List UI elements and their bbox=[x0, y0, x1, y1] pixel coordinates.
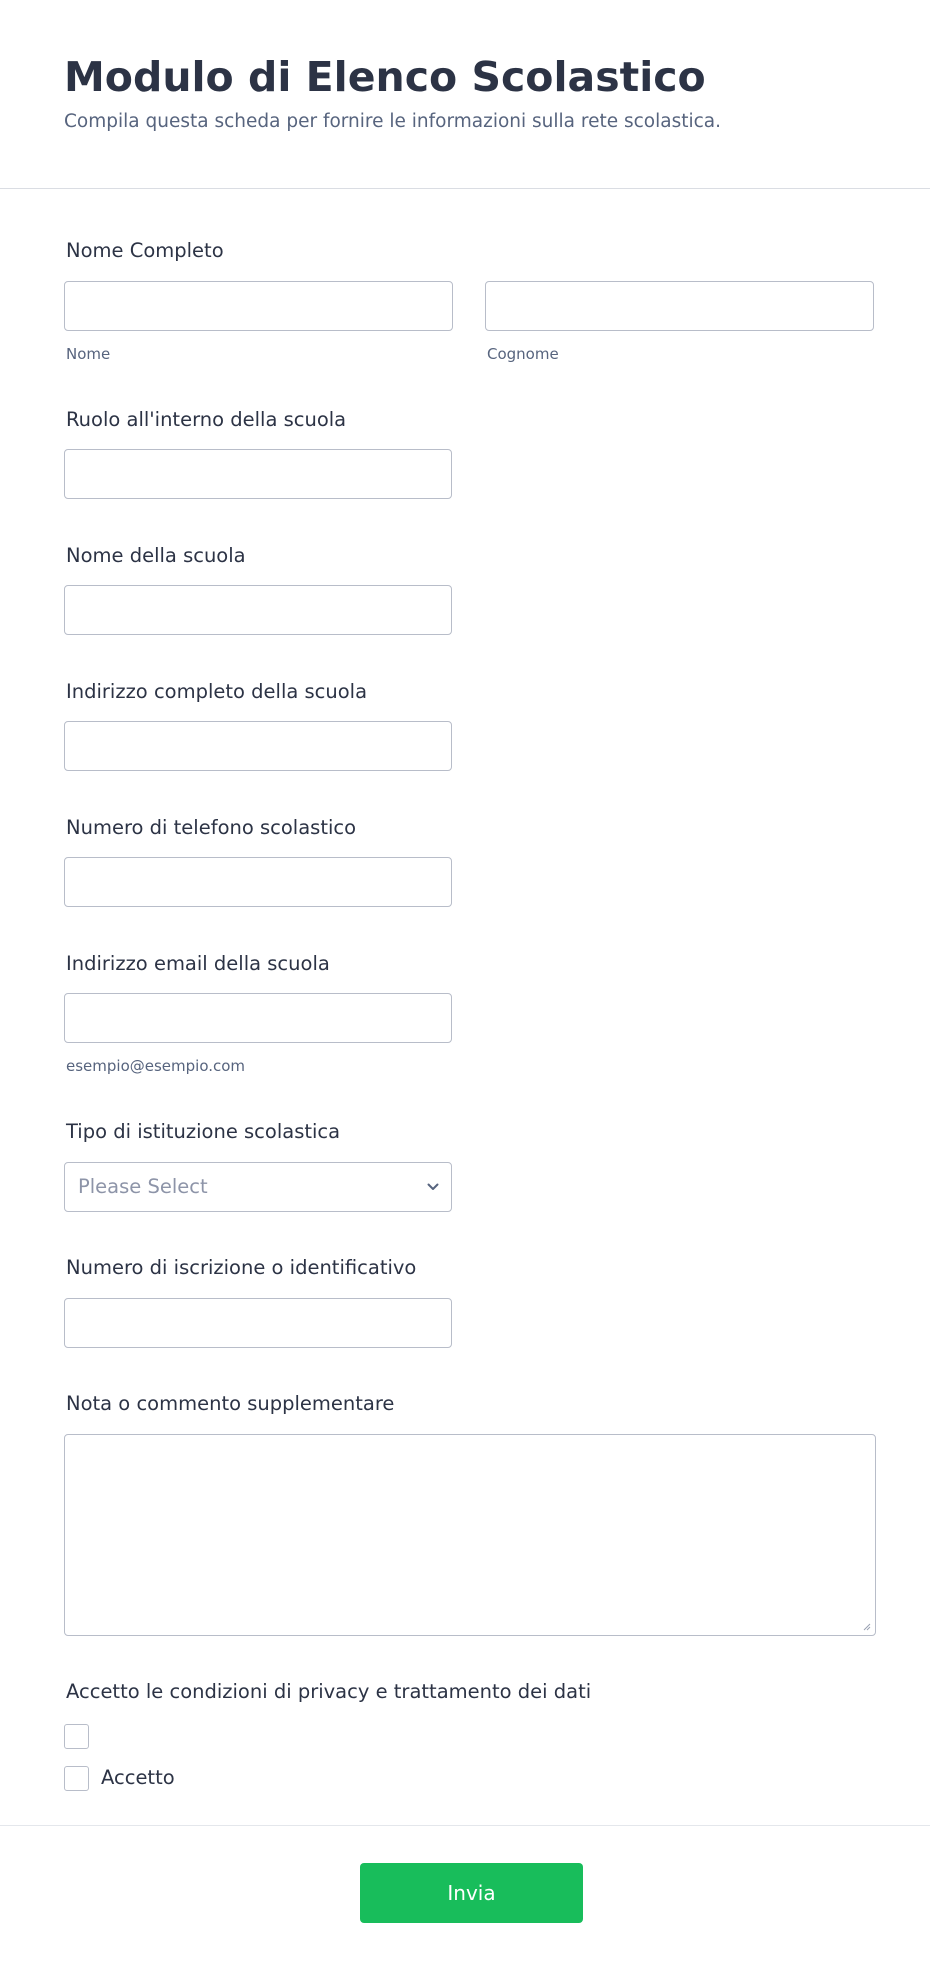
last-name-input[interactable] bbox=[485, 281, 874, 331]
institution-type-label: Tipo di istituzione scolastica bbox=[66, 1120, 341, 1143]
registration-number-label: Numero di iscrizione o identificativo bbox=[66, 1256, 417, 1279]
email-sublabel: esempio@esempio.com bbox=[66, 1057, 246, 1075]
form-header bbox=[0, 0, 930, 189]
school-name-input[interactable] bbox=[64, 585, 452, 635]
full-name-label: Nome Completo bbox=[66, 239, 224, 262]
email-label: Indirizzo email della scuola bbox=[66, 952, 330, 975]
address-input[interactable] bbox=[64, 721, 452, 771]
page-subtitle: Compila questa scheda per fornire le informazioni sulla rete scolastica. bbox=[64, 111, 722, 132]
address-label: Indirizzo completo della scuola bbox=[66, 680, 368, 703]
footer-divider bbox=[0, 1825, 930, 1826]
chevron-down-icon bbox=[426, 1180, 440, 1194]
submit-button[interactable]: Invia bbox=[360, 1863, 583, 1923]
privacy-label: Accetto le condizioni di privacy e trattamento dei dati bbox=[66, 1680, 592, 1703]
notes-label: Nota o commento supplementare bbox=[66, 1392, 395, 1415]
privacy-accept-checkbox[interactable] bbox=[64, 1766, 89, 1791]
notes-textarea[interactable] bbox=[64, 1434, 876, 1636]
institution-type-select[interactable] bbox=[64, 1162, 452, 1212]
privacy-accept-label[interactable]: Accetto bbox=[101, 1766, 175, 1789]
privacy-checkbox-empty[interactable] bbox=[64, 1724, 89, 1749]
first-name-input[interactable] bbox=[64, 281, 453, 331]
resize-grip-icon[interactable] bbox=[861, 1621, 871, 1631]
registration-number-input[interactable] bbox=[64, 1298, 452, 1348]
role-input[interactable] bbox=[64, 449, 452, 499]
phone-input[interactable] bbox=[64, 857, 452, 907]
role-label: Ruolo all'interno della scuola bbox=[66, 408, 347, 431]
last-name-sublabel: Cognome bbox=[487, 345, 559, 363]
first-name-sublabel: Nome bbox=[66, 345, 111, 363]
email-input[interactable] bbox=[64, 993, 452, 1043]
page-title: Modulo di Elenco Scolastico bbox=[64, 53, 706, 101]
institution-type-selected: Please Select bbox=[78, 1175, 208, 1198]
school-name-label: Nome della scuola bbox=[66, 544, 246, 567]
phone-label: Numero di telefono scolastico bbox=[66, 816, 357, 839]
